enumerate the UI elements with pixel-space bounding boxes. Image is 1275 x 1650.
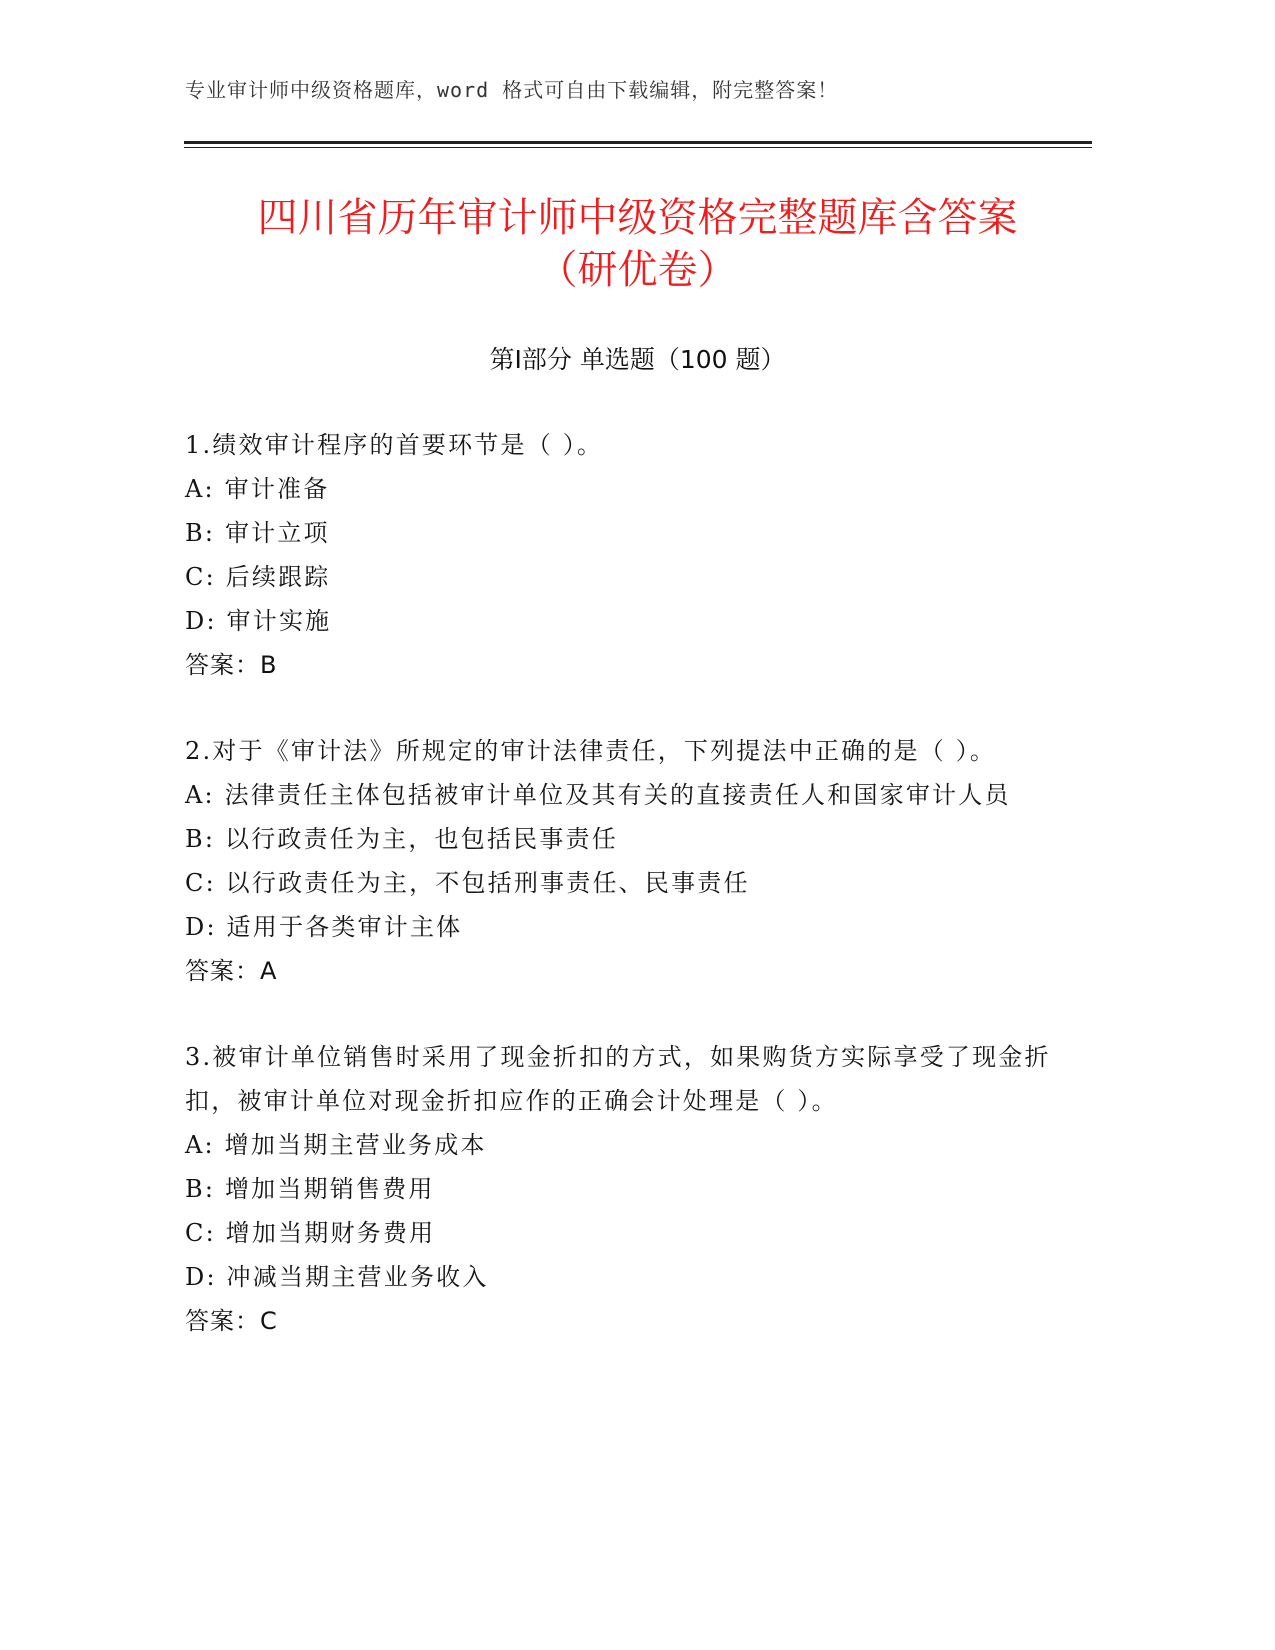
question-3 [185, 1035, 1065, 1343]
answer-line: 答案：A [185, 957, 278, 985]
document-title [0, 192, 1275, 296]
header-divider [184, 141, 1092, 151]
question-1 [185, 423, 1065, 687]
option-d: D: 审计实施 [185, 607, 332, 635]
section-title: 第Ⅰ部分 单选题（100 题） [489, 345, 786, 374]
option-b: B: 审计立项 [185, 519, 330, 547]
header-note: 专业审计师中级资格题库，word 格式可自由下载编辑，附完整答案！ [185, 78, 839, 102]
option-c: C: 以行政责任为主，不包括刑事责任、民事责任 [185, 869, 750, 897]
option-d: D: 冲减当期主营业务收入 [185, 1263, 489, 1291]
answer-line: 答案：B [185, 651, 278, 679]
option-c: C: 增加当期财务费用 [185, 1219, 436, 1247]
option-b: B: 增加当期销售费用 [185, 1175, 435, 1203]
question-2 [185, 729, 1065, 993]
document-title-line1: 四川省历年审计师中级资格完整题库含答案 [257, 195, 1018, 241]
header-divider-thin [184, 147, 1092, 148]
question-stem: 1.绩效审计程序的首要环节是（ ）。 [185, 431, 604, 459]
question-stem: 3.被审计单位销售时采用了现金折扣的方式，如果购货方实际享受了现金折扣，被审计单位对现金折扣应作的正确会计处理是（ ）。 [185, 1043, 1051, 1115]
option-a: A: 增加当期主营业务成本 [185, 1131, 487, 1159]
document-title-line2: （研优卷） [537, 247, 738, 293]
option-c: C: 后续跟踪 [185, 563, 331, 591]
answer-line: 答案：C [185, 1307, 278, 1335]
header-divider-thick [184, 141, 1092, 144]
option-a: A: 法律责任主体包括被审计单位及其有关的直接责任人和国家审计人员 [185, 781, 1011, 809]
question-stem: 2.对于《审计法》所规定的审计法律责任，下列提法中正确的是（ ）。 [185, 737, 997, 765]
question-list [185, 423, 1065, 1385]
option-a: A: 审计准备 [185, 475, 330, 503]
option-d: D: 适用于各类审计主体 [185, 913, 463, 941]
option-b: B: 以行政责任为主，也包括民事责任 [185, 825, 618, 853]
